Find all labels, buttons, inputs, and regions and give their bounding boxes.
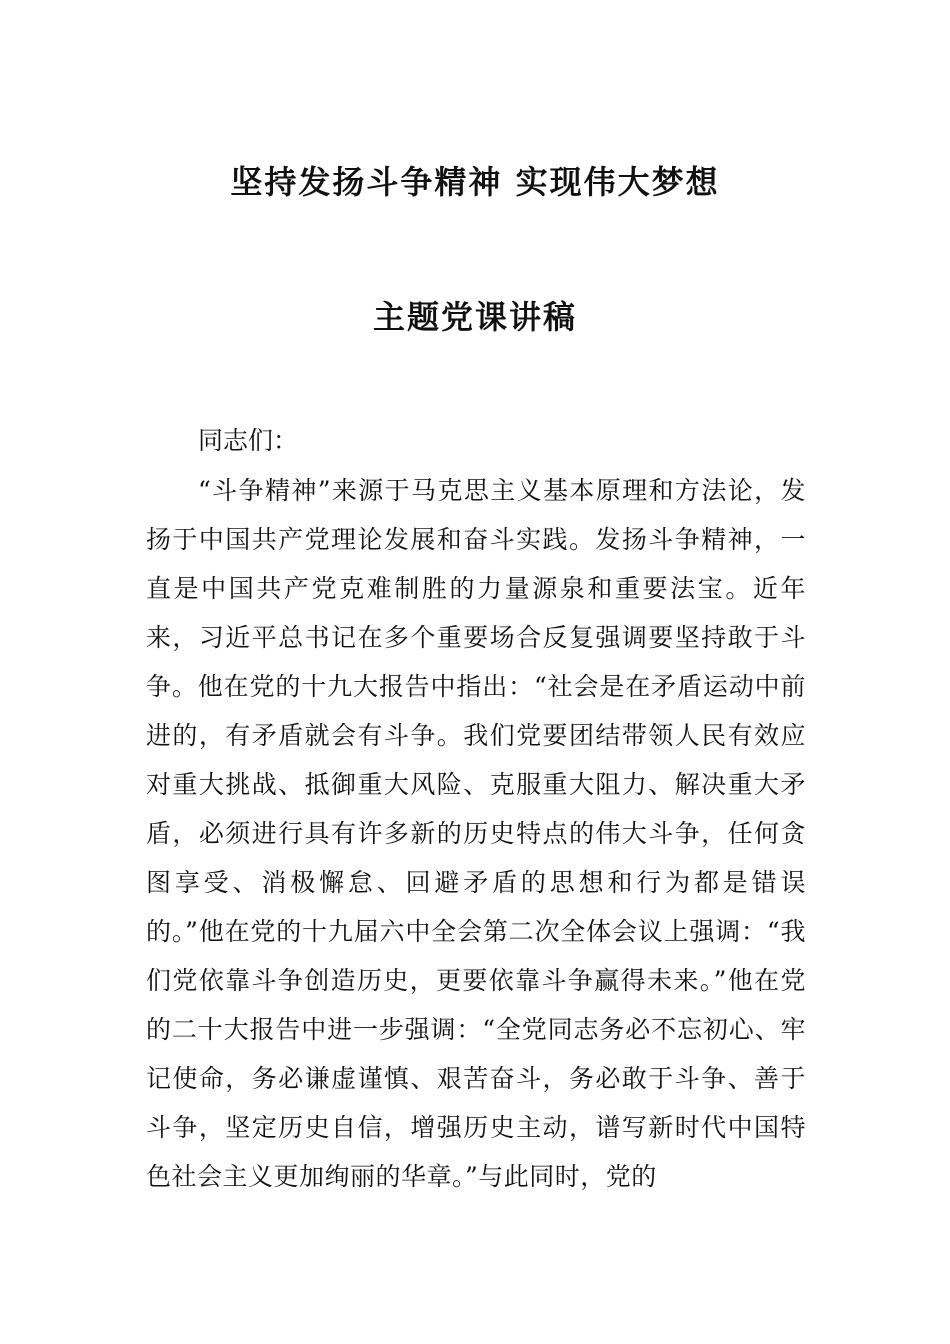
document-title: 坚持发扬斗争精神 实现伟大梦想 bbox=[230, 163, 720, 201]
salutation: 同志们： bbox=[198, 426, 299, 455]
document-subtitle: 主题党课讲稿 bbox=[372, 298, 577, 336]
body-paragraph: “斗争精神”来源于马克思主义基本原理和方法论，发扬于中国共产党理论发展和奋斗实践。发扬斗争精神，一直是中国共产党克难制胜的力量源泉和重要法宝。近年来，习近平总书记在多个重要场合反复强调要坚持敢于斗争。他在党的十九大报告中指出：“社会是在矛盾运动中前进的，有矛盾就会有斗争。我们党要团结带领人民有效应对重大挑战、抵御重大风险、克服重大阻力、解决重大矛盾，必须进行具有许多新的历史特点的伟大斗争，任何贪图享受、消极懈怠、回避矛盾的思想和行为都是错误的。”他在党的十九届六中全会第二次全体会议上强调：“我们党依靠斗争创造历史，更要依靠斗争赢得未来。”他在党的二十大报告中进一步强调：“全党同志务必不忘初心、牢记使命，务必谦虚谨慎、艰苦奋斗，务必敢于斗争、善于斗争，坚定历史自信，增强历史主动，谱写新时代中国特色社会主义更加绚丽的华章。”与此同时，党的 bbox=[146, 476, 806, 1191]
